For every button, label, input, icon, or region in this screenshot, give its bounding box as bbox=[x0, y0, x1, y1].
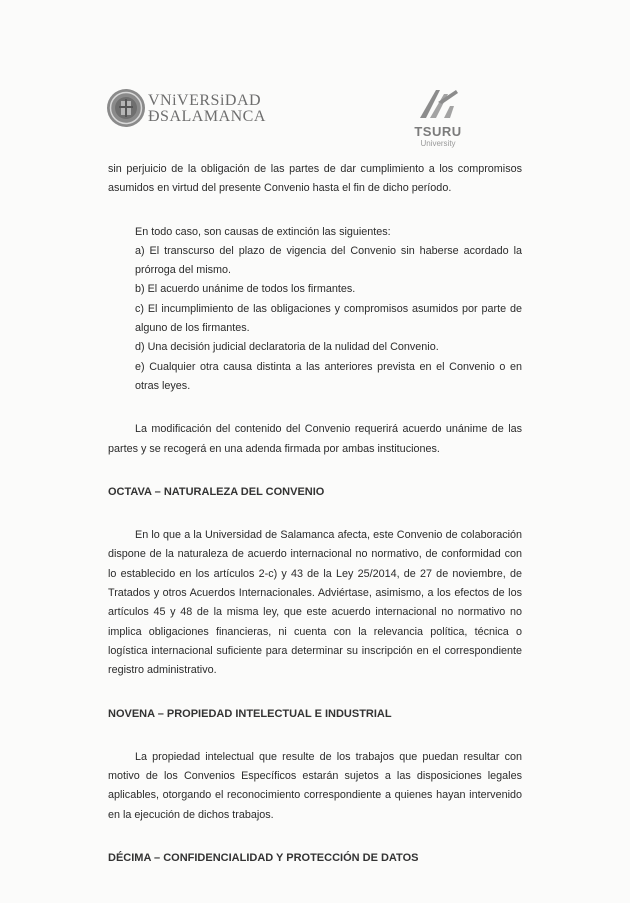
paragraph-octava: En lo que a la Universidad de Salamanca afecta, este Convenio de colaboración dispone de la naturaleza de acuerdo internacional no normativo, de conformidad con lo establecido en los artículos 2-c) y 43 de la Ley 25/2014, de 27 de noviembre, de Tratados y otros Acuerdos Internacionales. Adviértase, asimismo, a los efectos de los artículos 45 y 48 de la misma ley, que este acuerdo internacional no normativo no implica obligaciones financieras, ni cuenta con la relevancia política, técnica o logística internacional suficiente para determinar su inscripción en el correspondiente registro administrativo. bbox=[108, 529, 522, 677]
list-item: b) El acuerdo unánime de todos los firmantes. bbox=[135, 283, 356, 296]
tsuru-logo-subtitle: University bbox=[420, 139, 456, 148]
section-heading-decima: DÉCIMA – CONFIDENCIALIDAD Y PROTECCIÓN DE DATOS bbox=[108, 852, 419, 865]
tsuru-crane-icon bbox=[414, 84, 462, 124]
section-heading-octava: OCTAVA – NATURALEZA DEL CONVENIO bbox=[108, 485, 325, 498]
list-item: e) Cualquier otra causa distinta a las anteriores prevista en el Convenio o en otras leyes. bbox=[135, 360, 522, 392]
extincion-list bbox=[135, 223, 522, 397]
section-heading-novena: NOVENA – PROPIEDAD INTELECTUAL E INDUSTRIAL bbox=[108, 707, 392, 720]
usal-logo-line2: ÐSALAMANCA bbox=[148, 108, 266, 125]
page-header bbox=[0, 0, 630, 160]
university-salamanca-logo bbox=[148, 93, 266, 125]
paragraph-continuation: sin perjuicio de la obligación de las partes de dar cumplimiento a los compromisos asumidos en virtud del presente Convenio hasta el fin de dicho período. bbox=[108, 163, 522, 195]
document-body bbox=[108, 160, 522, 868]
tsuru-logo-name: TSURU bbox=[414, 124, 462, 139]
list-item: c) El incumplimiento de las obligaciones y compromisos asumidos por parte de alguno de los firmantes. bbox=[135, 302, 522, 335]
extincion-intro: En todo caso, son causas de extinción las siguientes: bbox=[135, 225, 391, 238]
list-item: a) El transcurso del plazo de vigencia del Convenio sin haberse acordado la prórroga del mismo. bbox=[135, 244, 522, 277]
list-item: d) Una decisión judicial declaratoria de la nulidad del Convenio. bbox=[135, 341, 439, 354]
paragraph-modificacion: La modificación del contenido del Convenio requerirá acuerdo unánime de las partes y se recogerá en una adenda firmada por ambas instituciones. bbox=[108, 423, 522, 455]
usal-logo-line1: VNiVERSiDAD bbox=[148, 92, 262, 109]
paragraph-novena: La propiedad intelectual que resulte de los trabajos que puedan resultar con motivo de los Convenios Específicos estarán sujetos a las disposiciones legales aplicables, otorgando el reconocimiento correspondiente a quienes hayan intervenido en la ejecución de dichos trabajos. bbox=[108, 750, 522, 821]
university-seal-icon bbox=[106, 88, 146, 128]
